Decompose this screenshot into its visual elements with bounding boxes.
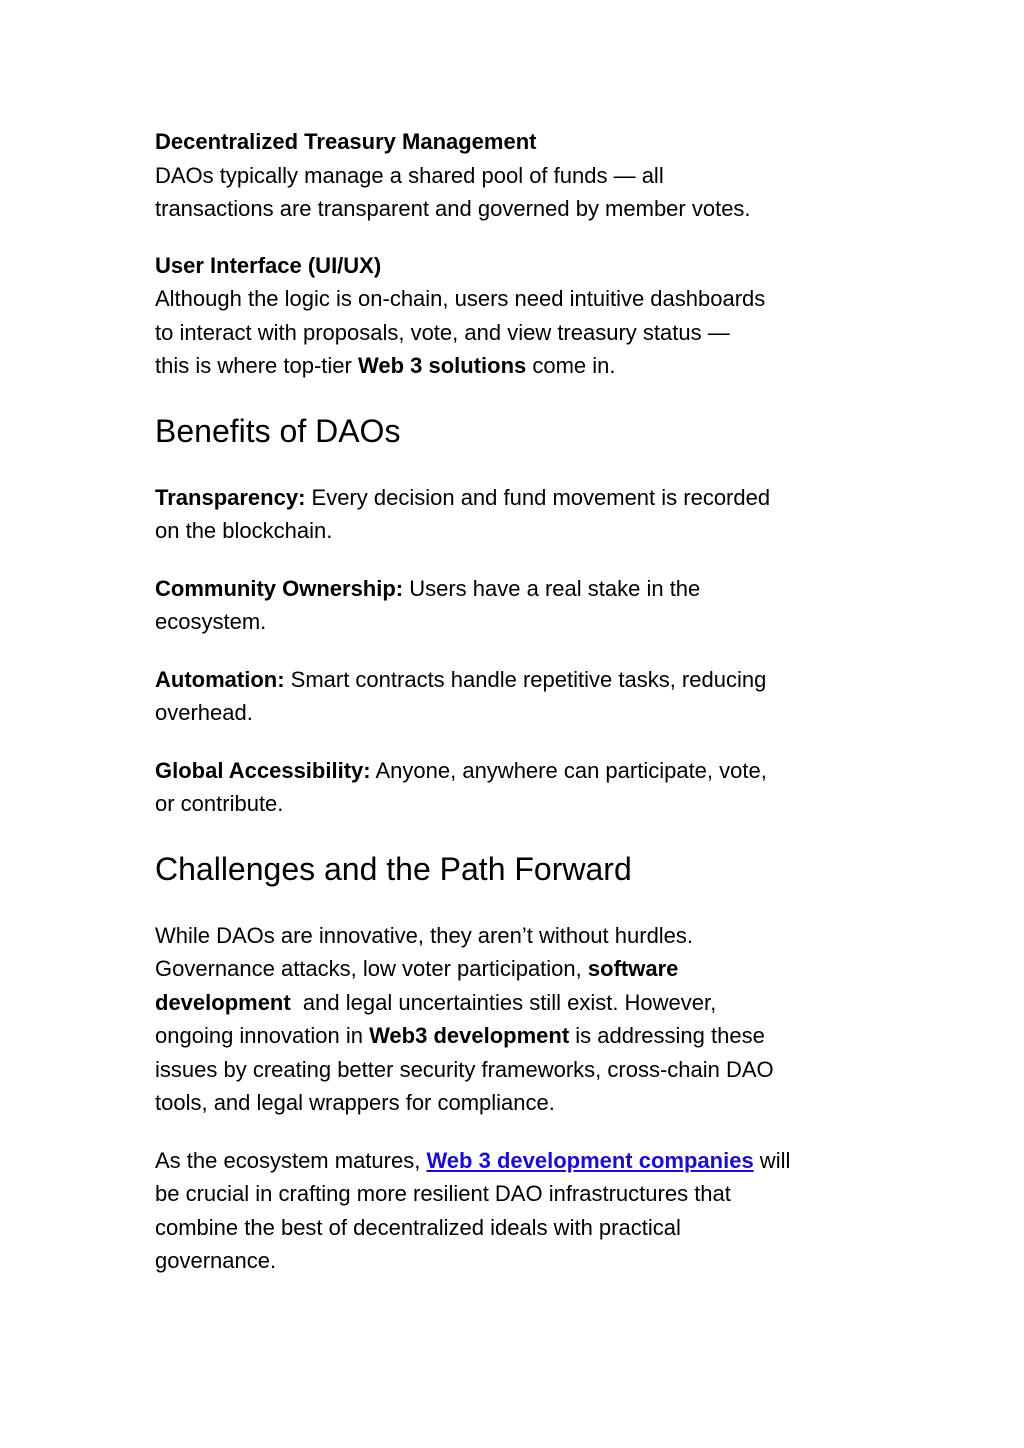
benefit-text-line-2: ecosystem. [155, 609, 267, 634]
ui-line-1: Although the logic is on-chain, users need intuitive dashboards [155, 286, 766, 311]
benefit-item [155, 663, 885, 730]
web3-development-companies-link[interactable]: Web 3 development companies [426, 1147, 754, 1173]
challenges-line-3-bold: development [155, 989, 291, 1015]
challenges-paragraph [155, 919, 885, 1120]
benefit-text-line-1: Anyone, anywhere can participate, vote, [370, 757, 767, 783]
closing-paragraph [155, 1144, 885, 1278]
ui-line-2: to interact with proposals, vote, and view treasury status — [155, 319, 730, 345]
benefit-label: Transparency: [155, 484, 306, 510]
benefit-item [155, 754, 885, 821]
benefit-text-line-1: Smart contracts handle repetitive tasks, reducing [284, 666, 767, 692]
closing-line-3: combine the best of decentralized ideals with practical [155, 1214, 681, 1240]
closing-line-4: governance. [155, 1248, 277, 1273]
benefit-label: Community Ownership: [155, 575, 404, 601]
benefit-label: Automation: [155, 666, 285, 692]
benefit-label: Global Accessibility: [155, 757, 371, 783]
challenges-line-4-post: is addressing these [569, 1023, 765, 1048]
ui-line-3-pre: this is where top-tier [155, 353, 358, 378]
challenges-line-4-bold: Web3 development [369, 1023, 570, 1048]
challenges-line-1: While DAOs are innovative, they aren’t without hurdles. [155, 922, 694, 948]
ui-line-3-bold: Web 3 solutions [357, 353, 527, 378]
benefit-item [155, 481, 885, 548]
challenges-line-2-bold: software [587, 956, 679, 981]
challenges-line-2-pre: Governance attacks, low voter participation, [155, 956, 588, 981]
treasury-title: Decentralized Treasury Management [155, 129, 537, 154]
ui-title: User Interface (UI/UX) [155, 252, 382, 278]
challenges-line-4-pre: ongoing innovation in [155, 1023, 370, 1048]
benefit-text-line-2: or contribute. [155, 791, 284, 816]
closing-line-1-pre: As the ecosystem matures, [155, 1147, 427, 1173]
benefit-text-line-2: overhead. [155, 700, 253, 725]
benefit-text-line-2: on the blockchain. [155, 518, 333, 543]
ui-line-3-post: come in. [526, 353, 616, 378]
closing-line-2: be crucial in crafting more resilient DAO infrastructures that [155, 1181, 731, 1206]
challenges-line-5: issues by creating better security frameworks, cross-chain DAO [155, 1056, 774, 1082]
treasury-section [155, 125, 885, 226]
document-page [155, 125, 885, 1278]
benefits-heading: Benefits of DAOs [155, 412, 401, 449]
challenges-heading: Challenges and the Path Forward [155, 850, 632, 887]
ui-section [155, 249, 885, 383]
benefit-text-line-1: Every decision and fund movement is recorded [305, 484, 771, 510]
benefit-text-line-1: Users have a real stake in the [403, 575, 701, 601]
closing-line-1-post: will [753, 1147, 791, 1173]
benefit-item [155, 572, 885, 639]
treasury-line-1: DAOs typically manage a shared pool of funds — all [155, 162, 664, 188]
challenges-line-3-post: and legal uncertainties still exist. However, [290, 989, 717, 1015]
treasury-line-2: transactions are transparent and governed by member votes. [155, 196, 751, 221]
challenges-line-6: tools, and legal wrappers for compliance. [155, 1090, 555, 1115]
